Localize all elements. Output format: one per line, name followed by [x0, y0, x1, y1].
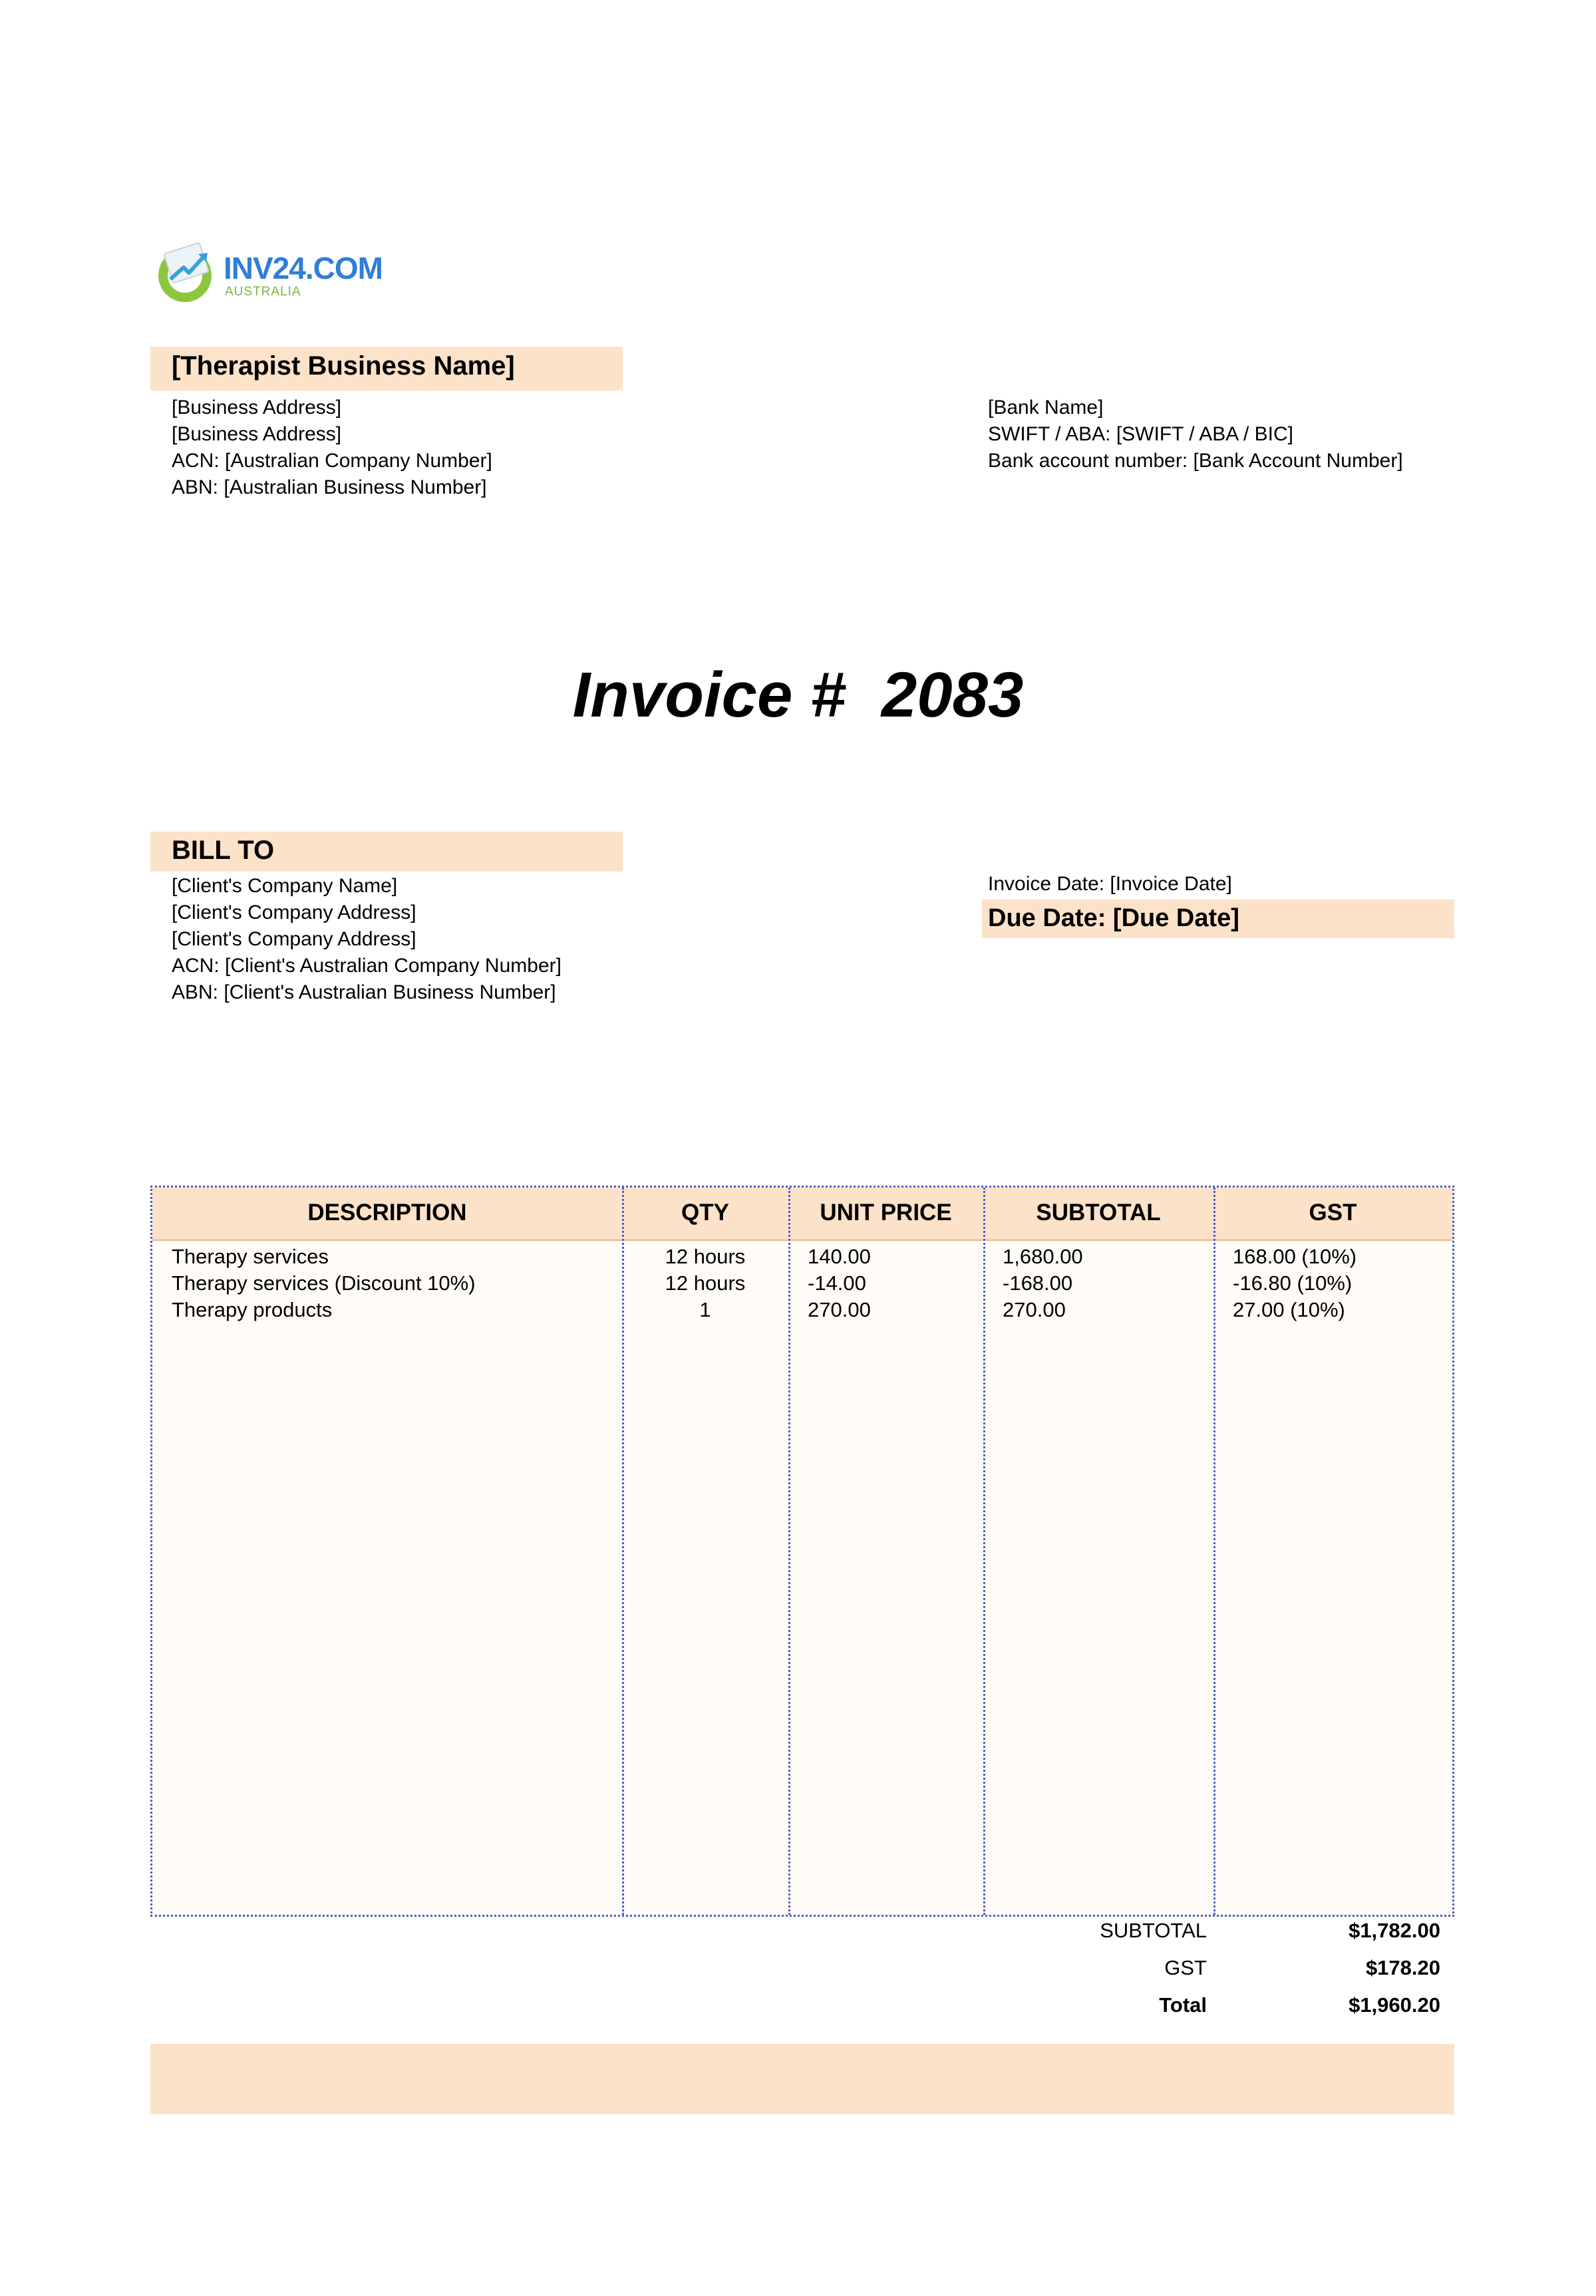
client-acn: ACN: [Client's Australian Company Number]: [172, 955, 561, 977]
subtotal-label: SUBTOTAL: [1100, 1919, 1207, 1942]
row-unit-price: -14.00: [808, 1271, 866, 1295]
client-address-line: [Client's Company Address]: [172, 902, 416, 923]
footer-bar: [150, 2044, 1454, 2114]
business-address-line: [Business Address]: [172, 397, 342, 418]
row-description: Therapy services (Discount 10%): [172, 1271, 476, 1295]
row-description: Therapy services: [172, 1245, 329, 1268]
business-acn: ACN: [Australian Company Number]: [172, 450, 492, 472]
gst-value: $178.20: [1365, 1956, 1440, 1979]
row-qty: 12 hours: [665, 1271, 746, 1295]
gst-label: GST: [1164, 1956, 1207, 1979]
bill-to-label: BILL TO: [172, 836, 275, 865]
column-divider: [983, 1188, 985, 1915]
due-date: Due Date: [Due Date]: [988, 904, 1239, 932]
bank-swift: SWIFT / ABA: [SWIFT / ABA / BIC]: [988, 423, 1293, 445]
header-gst: GST: [1309, 1200, 1357, 1226]
business-abn: ABN: [Australian Business Number]: [172, 476, 487, 498]
subtotal-value: $1,782.00: [1349, 1919, 1440, 1942]
row-subtotal: -168.00: [1003, 1271, 1073, 1295]
business-address-line: [Business Address]: [172, 423, 342, 445]
total-value: $1,960.20: [1349, 1993, 1440, 2017]
invoice-date: Invoice Date: [Invoice Date]: [988, 873, 1232, 895]
row-gst: 27.00 (10%): [1233, 1298, 1345, 1321]
bank-details: [988, 395, 1403, 474]
client-abn: ABN: [Client's Australian Business Number]: [172, 981, 556, 1003]
business-details: [172, 395, 492, 501]
row-qty: 1: [699, 1298, 711, 1321]
bank-name: [Bank Name]: [988, 397, 1104, 418]
business-name: [Therapist Business Name]: [172, 351, 515, 381]
client-address-line: [Client's Company Address]: [172, 928, 416, 950]
column-divider: [788, 1188, 790, 1915]
total-label: Total: [1159, 1993, 1207, 2017]
row-gst: 168.00 (10%): [1233, 1245, 1357, 1268]
row-gst: -16.80 (10%): [1233, 1271, 1353, 1295]
company-logo: [154, 241, 383, 307]
invoice-title: Invoice # 2083: [572, 659, 1024, 731]
row-subtotal: 270.00: [1003, 1298, 1066, 1321]
logo-wordmark: INV24.COM: [224, 251, 383, 285]
logo-icon: [154, 241, 218, 305]
header-unit-price: UNIT PRICE: [820, 1200, 952, 1226]
row-subtotal: 1,680.00: [1003, 1245, 1083, 1268]
header-subtotal: SUBTOTAL: [1036, 1200, 1161, 1226]
items-table: [150, 1186, 1454, 1917]
bank-account-number: Bank account number: [Bank Account Number]: [988, 450, 1403, 472]
bill-to-details: [172, 873, 561, 1006]
header-qty: QTY: [681, 1200, 729, 1226]
row-description: Therapy products: [172, 1298, 333, 1321]
logo-subtitle: AUSTRALIA: [225, 285, 301, 299]
row-unit-price: 270.00: [808, 1298, 871, 1321]
column-divider: [1213, 1188, 1215, 1915]
client-company-name: [Client's Company Name]: [172, 875, 398, 897]
row-qty: 12 hours: [665, 1245, 746, 1268]
header-description: DESCRIPTION: [307, 1200, 467, 1226]
row-unit-price: 140.00: [808, 1245, 871, 1268]
